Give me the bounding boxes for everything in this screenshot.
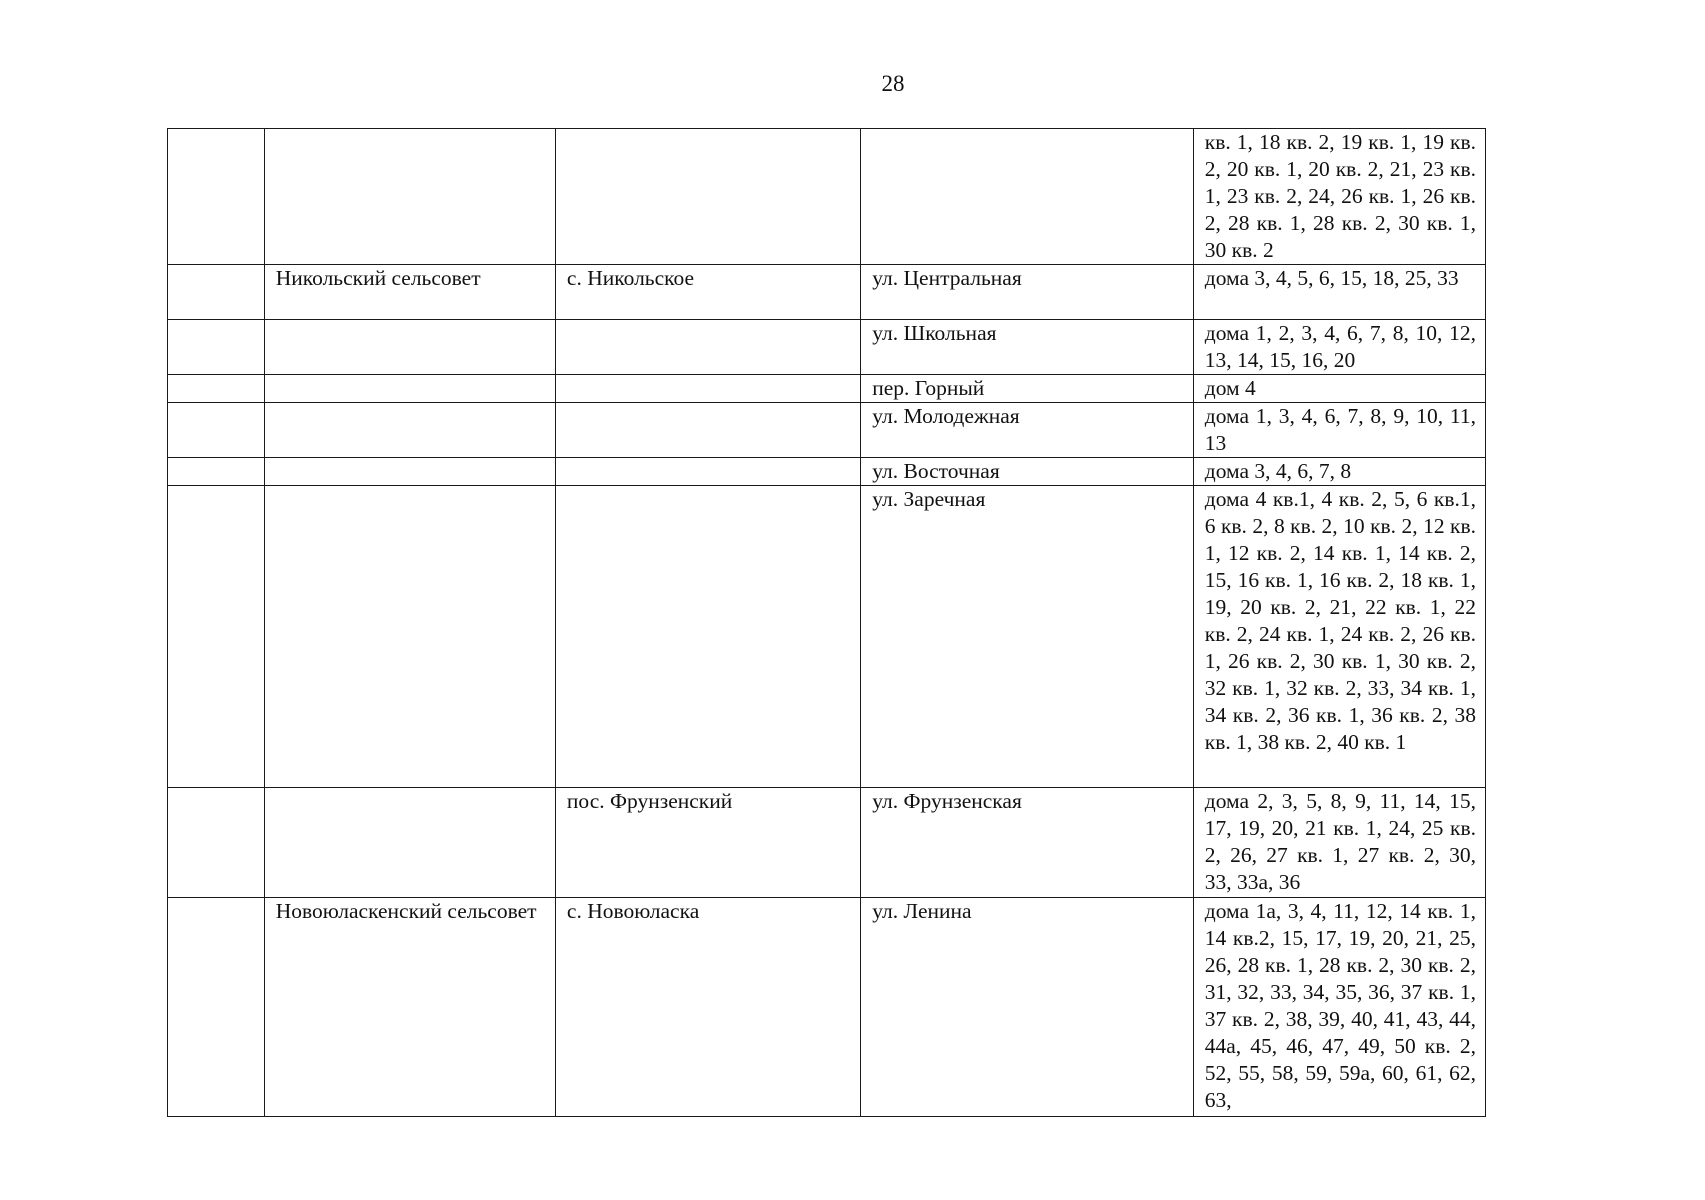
houses-cell: дома 1а, 3, 4, 11, 12, 14 кв. 1, 14 кв.2, 15, 17, 19, 20, 21, 25, 26, 28 кв. 1, 28 кв. 2, 30 кв. 2, 31, 32, 33, 34, 35, 36, 37 кв. 1, 37 кв. 2, 38, 39, 40, 41, 43, 44, 44а, 45, 46, 47, 49, 50 кв. 2, 52, 55, 58, 59, 59а, 60, 61, 62, 63, bbox=[1193, 898, 1485, 1117]
houses-cell: кв. 1, 18 кв. 2, 19 кв. 1, 19 кв. 2, 20 кв. 1, 20 кв. 2, 21, 23 кв. 1, 23 кв. 2, 24, 26 кв. 1, 26 кв. 2, 28 кв. 1, 28 кв. 2, 30 кв. 1, 30 кв. 2 bbox=[1193, 129, 1485, 265]
council-cell bbox=[264, 320, 555, 375]
table-row bbox=[168, 265, 1486, 320]
houses-cell: дома 2, 3, 5, 8, 9, 11, 14, 15, 17, 19, 20, 21 кв. 1, 24, 25 кв. 2, 26, 27 кв. 1, 27 кв. 2, 30, 33, 33а, 36 bbox=[1193, 788, 1485, 898]
houses-cell: дома 3, 4, 6, 7, 8 bbox=[1193, 458, 1485, 486]
table-row bbox=[168, 788, 1486, 898]
table-row bbox=[168, 129, 1486, 265]
number-cell bbox=[168, 265, 265, 320]
address-table bbox=[167, 128, 1486, 1117]
street-cell: ул. Фрунзенская bbox=[861, 788, 1194, 898]
table-row bbox=[168, 486, 1486, 788]
settlement-cell bbox=[555, 129, 860, 265]
settlement-cell bbox=[555, 375, 860, 403]
council-cell bbox=[264, 486, 555, 788]
table-row bbox=[168, 898, 1486, 1117]
council-cell: Никольский сельсовет bbox=[264, 265, 555, 320]
settlement-cell bbox=[555, 458, 860, 486]
houses-cell: дом 4 bbox=[1193, 375, 1485, 403]
table-row bbox=[168, 458, 1486, 486]
settlement-cell bbox=[555, 320, 860, 375]
number-cell bbox=[168, 788, 265, 898]
number-cell bbox=[168, 129, 265, 265]
council-cell bbox=[264, 375, 555, 403]
street-cell: ул. Молодежная bbox=[861, 403, 1194, 458]
street-cell: ул. Ленина bbox=[861, 898, 1194, 1117]
houses-cell: дома 3, 4, 5, 6, 15, 18, 25, 33 bbox=[1193, 265, 1485, 320]
street-cell: ул. Восточная bbox=[861, 458, 1194, 486]
council-cell: Новоюласкенский сельсовет bbox=[264, 898, 555, 1117]
page-number: 28 bbox=[881, 71, 905, 96]
houses-cell: дома 4 кв.1, 4 кв. 2, 5, 6 кв.1, 6 кв. 2, 8 кв. 2, 10 кв. 2, 12 кв. 1, 12 кв. 2, 14 кв. 1, 14 кв. 2, 15, 16 кв. 1, 16 кв. 2, 18 кв. 1, 19, 20 кв. 2, 21, 22 кв. 1, 22 кв. 2, 24 кв. 1, 24 кв. 2, 26 кв. 1, 26 кв. 2, 30 кв. 1, 30 кв. 2, 32 кв. 1, 32 кв. 2, 33, 34 кв. 1, 34 кв. 2, 36 кв. 1, 36 кв. 2, 38 кв. 1, 38 кв. 2, 40 кв. 1 bbox=[1193, 486, 1485, 788]
number-cell bbox=[168, 486, 265, 788]
settlement-cell: пос. Фрунзенский bbox=[555, 788, 860, 898]
number-cell bbox=[168, 898, 265, 1117]
number-cell bbox=[168, 403, 265, 458]
number-cell bbox=[168, 320, 265, 375]
houses-cell: дома 1, 3, 4, 6, 7, 8, 9, 10, 11, 13 bbox=[1193, 403, 1485, 458]
number-cell bbox=[168, 458, 265, 486]
council-cell bbox=[264, 788, 555, 898]
table-row bbox=[168, 320, 1486, 375]
settlement-cell bbox=[555, 486, 860, 788]
street-cell: ул. Центральная bbox=[861, 265, 1194, 320]
settlement-cell: с. Никольское bbox=[555, 265, 860, 320]
street-cell: ул. Заречная bbox=[861, 486, 1194, 788]
street-cell: пер. Горный bbox=[861, 375, 1194, 403]
street-cell bbox=[861, 129, 1194, 265]
table-row bbox=[168, 403, 1486, 458]
table-row bbox=[168, 375, 1486, 403]
settlement-cell: с. Новоюласка bbox=[555, 898, 860, 1117]
settlement-cell bbox=[555, 403, 860, 458]
street-cell: ул. Школьная bbox=[861, 320, 1194, 375]
council-cell bbox=[264, 458, 555, 486]
number-cell bbox=[168, 375, 265, 403]
houses-cell: дома 1, 2, 3, 4, 6, 7, 8, 10, 12, 13, 14, 15, 16, 20 bbox=[1193, 320, 1485, 375]
council-cell bbox=[264, 129, 555, 265]
council-cell bbox=[264, 403, 555, 458]
